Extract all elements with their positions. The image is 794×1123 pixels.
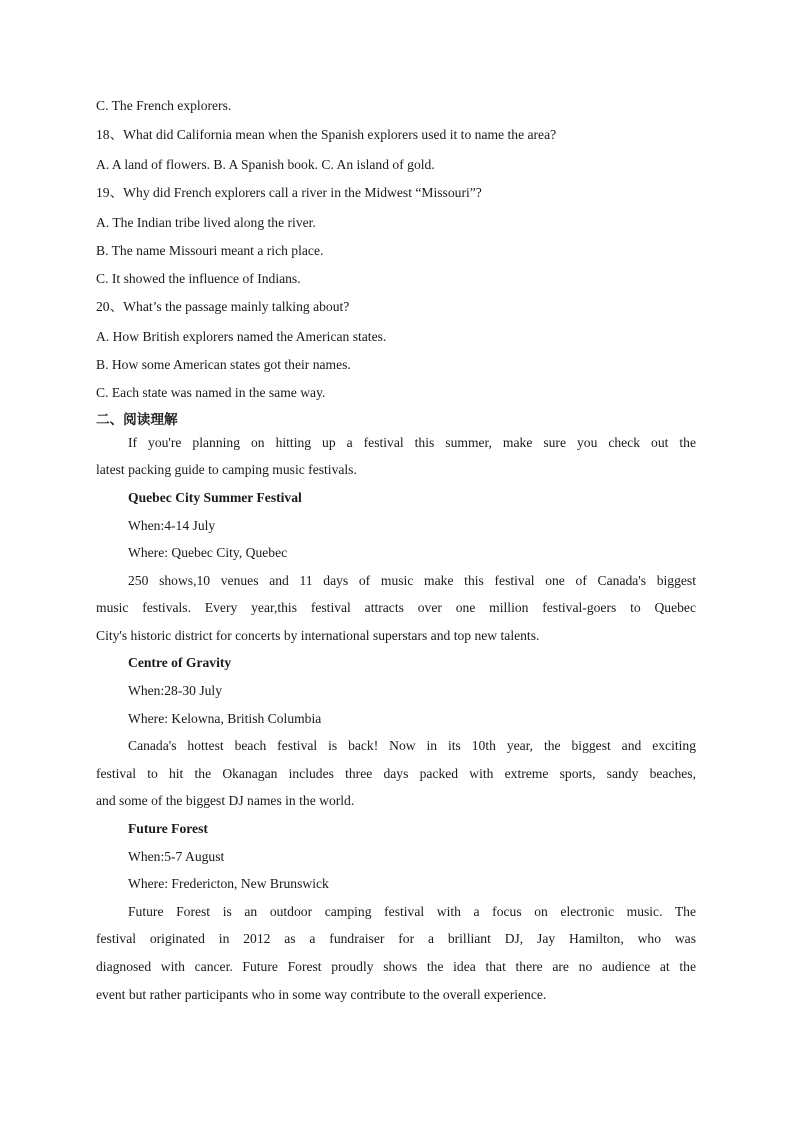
- festival-1-where: Where: Quebec City, Quebec: [128, 545, 288, 560]
- q20-option-a: A. How British explorers named the American states.: [96, 329, 387, 344]
- festival-3-desc-line-1: Future Forest is an outdoor camping festival with a focus on electronic music. The: [128, 904, 696, 919]
- festival-2-desc-line-2: festival to hit the Okanagan includes three days packed with extreme sports, sandy beaches,: [96, 766, 696, 781]
- festival-2-when: When:28-30 July: [128, 683, 223, 698]
- q20-question: 20、What’s the passage mainly talking about?: [96, 299, 350, 314]
- festival-3-where: Where: Fredericton, New Brunswick: [128, 876, 329, 891]
- intro-line-1: If you're planning on hitting up a festival this summer, make sure you check out the: [128, 435, 696, 450]
- festival-3-name: Future Forest: [128, 821, 208, 836]
- section-heading: 二、阅读理解: [96, 412, 178, 428]
- festival-3-desc-line-4: event but rather participants who in some way contribute to the overall experience.: [96, 987, 547, 1002]
- q18-question: 18、What did California mean when the Spanish explorers used it to name the area?: [96, 127, 557, 142]
- festival-3-when: When:5-7 August: [128, 849, 225, 864]
- q19-option-a: A. The Indian tribe lived along the river.: [96, 215, 316, 230]
- q20-option-b: B. How some American states got their names.: [96, 357, 351, 372]
- festival-1-when: When:4-14 July: [128, 518, 216, 533]
- q19-question: 19、Why did French explorers call a river in the Midwest “Missouri”?: [96, 185, 482, 200]
- festival-1-desc-line-1: 250 shows,10 venues and 11 days of music make this festival one of Canada's biggest: [128, 573, 696, 588]
- q20-option-c: C. Each state was named in the same way.: [96, 385, 326, 400]
- q19-option-c: C. It showed the influence of Indians.: [96, 271, 301, 286]
- festival-2-desc-line-3: and some of the biggest DJ names in the world.: [96, 793, 355, 808]
- festival-1-desc-line-2: music festivals. Every year,this festival attracts over one million festival-goers to Quebec: [96, 600, 696, 615]
- intro-line-2: latest packing guide to camping music festivals.: [96, 462, 357, 477]
- festival-1-desc-line-3: City's historic district for concerts by international superstars and top new talents.: [96, 628, 540, 643]
- festival-2-desc-line-1: Canada's hottest beach festival is back! Now in its 10th year, the biggest and exciting: [128, 738, 696, 753]
- festival-2-name: Centre of Gravity: [128, 655, 232, 670]
- festival-3-desc-line-2: festival originated in 2012 as a fundraiser for a brilliant DJ, Jay Hamilton, who was: [96, 931, 696, 946]
- festival-1-name: Quebec City Summer Festival: [128, 490, 302, 505]
- festival-3-desc-line-3: diagnosed with cancer. Future Forest proudly shows the idea that there are no audience at the: [96, 959, 696, 974]
- q18-options: A. A land of flowers. B. A Spanish book. C. An island of gold.: [96, 157, 435, 172]
- festival-2-where: Where: Kelowna, British Columbia: [128, 711, 322, 726]
- q19-option-b: B. The name Missouri meant a rich place.: [96, 243, 324, 258]
- q17-option-c: C. The French explorers.: [96, 98, 232, 113]
